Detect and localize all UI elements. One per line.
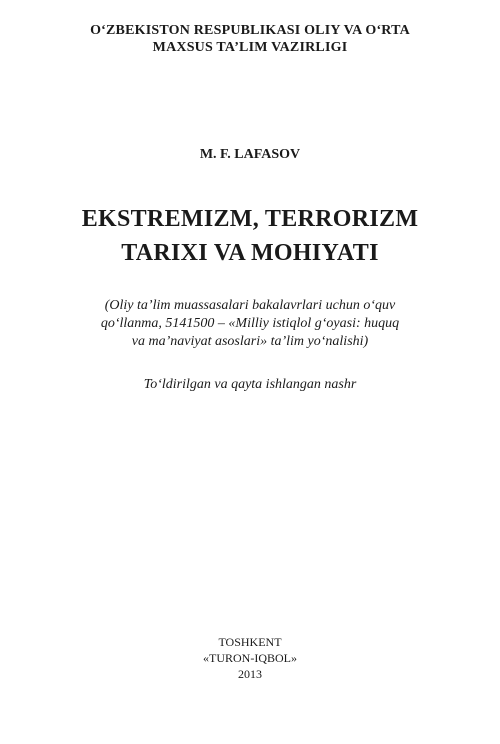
author-name: M. F. LAFASOV <box>199 147 301 162</box>
ministry-header <box>0 22 500 56</box>
imprint-city: TOSHKENT <box>218 635 282 649</box>
book-title-line-1: EKSTREMIZM, TERRORIZM <box>81 206 419 232</box>
imprint-publisher: «TURON-IQBOL» <box>203 651 297 665</box>
book-title-line-2: TARIXI VA MOHIYATI <box>121 240 379 266</box>
edition-note: To‘ldirilgan va qayta ishlangan nashr <box>143 377 357 392</box>
book-title <box>0 202 500 270</box>
ministry-line-2: MAXSUS TA’LIM VAZIRLIGI <box>152 40 348 55</box>
imprint-year: 2013 <box>238 667 262 681</box>
imprint <box>0 634 500 682</box>
book-subtitle-line-1: (Oliy ta’lim muassasalari bakalavrlari uchun o‘quv <box>104 298 396 313</box>
book-subtitle-line-2: qo‘llanma, 5141500 – «Milliy istiqlol g‘oyasi: huquq <box>100 316 400 331</box>
book-subtitle-line-3: va ma’naviyat asoslari» ta’lim yo‘nalishi) <box>131 334 369 349</box>
book-subtitle <box>60 297 440 351</box>
ministry-line-1: O‘ZBEKISTON RESPUBLIKASI OLIY VA O‘RTA <box>90 23 410 38</box>
